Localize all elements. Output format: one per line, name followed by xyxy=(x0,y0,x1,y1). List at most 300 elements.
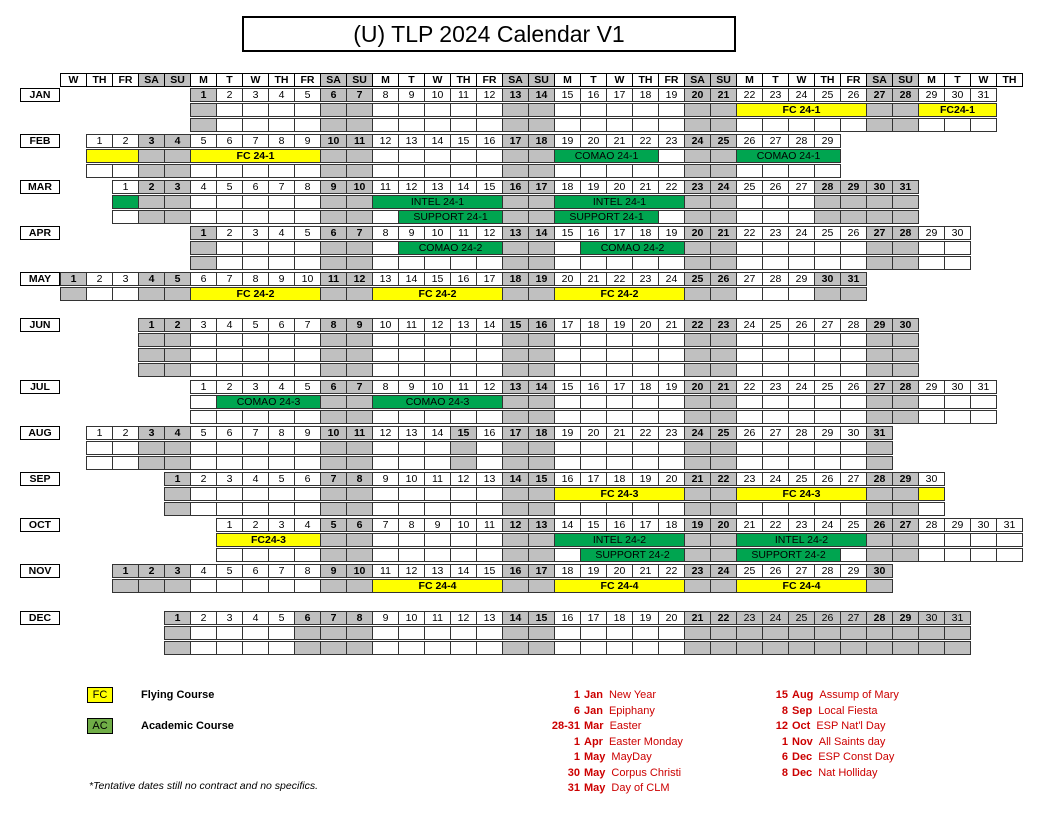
blank-cell xyxy=(450,410,477,424)
blank-cell xyxy=(658,210,685,224)
day-cell: 1 xyxy=(60,272,87,286)
blank-cell xyxy=(320,579,347,593)
blank-cell xyxy=(710,441,737,455)
day-cell: 26 xyxy=(866,518,893,532)
blank-cell xyxy=(658,348,685,362)
day-cell: 9 xyxy=(268,272,295,286)
holiday-month: Jan xyxy=(584,704,603,717)
blank-cell xyxy=(398,533,425,547)
blank-cell xyxy=(840,256,867,270)
day-cell: 26 xyxy=(762,564,789,578)
blank-cell xyxy=(528,626,555,640)
day-cell: 12 xyxy=(398,564,425,578)
blank-cell xyxy=(580,103,607,117)
blank-cell xyxy=(632,348,659,362)
day-cell: 23 xyxy=(684,564,711,578)
day-cell: 17 xyxy=(528,564,555,578)
flying-course-bar: FC24-3 xyxy=(216,533,321,547)
blank-cell xyxy=(398,641,425,655)
blank-cell xyxy=(190,502,217,516)
day-cell: 21 xyxy=(710,88,737,102)
flying-course-bar: FC 24-4 xyxy=(736,579,867,593)
blank-cell xyxy=(164,149,191,163)
day-cell: 7 xyxy=(372,518,399,532)
day-cell: 16 xyxy=(580,88,607,102)
blank-cell xyxy=(242,487,269,501)
flying-course-bar: FC 24-2 xyxy=(190,287,321,301)
blank-cell xyxy=(762,441,789,455)
day-cell: 24 xyxy=(710,564,737,578)
blank-cell xyxy=(424,363,451,377)
day-cell: 19 xyxy=(606,318,633,332)
blank-cell xyxy=(502,348,529,362)
blank-cell xyxy=(866,363,893,377)
day-cell: 25 xyxy=(788,472,815,486)
blank-cell xyxy=(320,256,347,270)
day-cell: 8 xyxy=(294,564,321,578)
blank-cell xyxy=(242,256,269,270)
blank-cell xyxy=(138,149,165,163)
holiday-day: 12 xyxy=(775,720,788,732)
day-cell: 1 xyxy=(190,226,217,240)
day-cell: 8 xyxy=(346,472,373,486)
blank-cell xyxy=(788,333,815,347)
blank-cell xyxy=(710,363,737,377)
blank-cell xyxy=(190,363,217,377)
blank-cell xyxy=(164,333,191,347)
weekday-header: FR xyxy=(294,73,321,87)
day-cell: 28 xyxy=(866,472,893,486)
academic-course-bar: INTEL 24-2 xyxy=(554,533,685,547)
blank-cell xyxy=(294,487,321,501)
blank-cell xyxy=(788,456,815,470)
blank-cell xyxy=(164,579,191,593)
day-cell: 4 xyxy=(268,226,295,240)
day-cell: 17 xyxy=(528,180,555,194)
day-cell: 6 xyxy=(268,318,295,332)
day-cell: 5 xyxy=(190,134,217,148)
holiday-name: Epiphany xyxy=(608,704,655,717)
day-cell: 2 xyxy=(164,318,191,332)
day-cell: 2 xyxy=(216,88,243,102)
day-cell: 25 xyxy=(840,518,867,532)
blank-cell xyxy=(320,118,347,132)
blank-cell xyxy=(580,333,607,347)
day-cell: 27 xyxy=(762,426,789,440)
blank-cell xyxy=(190,210,217,224)
holiday-month: Jan xyxy=(584,689,603,701)
blank-cell xyxy=(528,333,555,347)
blank-cell xyxy=(684,395,711,409)
academic-course-bar: INTEL 24-2 xyxy=(736,533,867,547)
blank-cell xyxy=(736,626,763,640)
blank-cell xyxy=(580,164,607,178)
blank-cell xyxy=(398,548,425,562)
day-cell: 12 xyxy=(346,272,373,286)
day-cell: 6 xyxy=(320,88,347,102)
blank-cell xyxy=(372,210,399,224)
blank-cell xyxy=(580,363,607,377)
day-cell: 30 xyxy=(970,518,997,532)
blank-cell xyxy=(346,626,373,640)
day-cell: 9 xyxy=(398,380,425,394)
day-cell: 24 xyxy=(788,226,815,240)
blank-cell xyxy=(736,456,763,470)
day-cell: 3 xyxy=(190,318,217,332)
day-cell: 29 xyxy=(788,272,815,286)
blank-cell xyxy=(788,410,815,424)
day-cell: 12 xyxy=(450,611,477,625)
blank-cell xyxy=(866,195,893,209)
weekday-header: W xyxy=(60,73,87,87)
day-cell: 26 xyxy=(814,611,841,625)
blank-cell xyxy=(684,195,711,209)
blank-cell xyxy=(840,195,867,209)
blank-cell xyxy=(736,241,763,255)
blank-cell xyxy=(372,502,399,516)
blank-cell xyxy=(398,502,425,516)
blank-cell xyxy=(476,348,503,362)
blank-cell xyxy=(606,164,633,178)
blank-cell xyxy=(684,103,711,117)
holiday-month: Dec xyxy=(792,751,813,763)
blank-cell xyxy=(86,287,113,301)
blank-cell xyxy=(528,487,555,501)
blank-cell xyxy=(554,363,581,377)
day-cell: 14 xyxy=(424,426,451,440)
day-cell: 4 xyxy=(164,426,191,440)
day-cell: 26 xyxy=(736,426,763,440)
blank-cell xyxy=(346,441,373,455)
academic-course-bar: SUPPORT 24-2 xyxy=(580,548,685,562)
blank-cell xyxy=(190,103,217,117)
blank-cell xyxy=(866,256,893,270)
day-cell: 2 xyxy=(138,564,165,578)
day-cell: 28 xyxy=(814,564,841,578)
holiday-day: 6 xyxy=(781,751,788,763)
blank-cell xyxy=(580,456,607,470)
blank-cell xyxy=(814,441,841,455)
holiday-day: 28-31 xyxy=(551,720,580,732)
blank-cell xyxy=(736,348,763,362)
day-cell: 4 xyxy=(164,134,191,148)
academic-course-bar: COMAO 24-3 xyxy=(372,395,503,409)
day-cell: 31 xyxy=(970,88,997,102)
day-cell: 17 xyxy=(502,426,529,440)
blank-cell xyxy=(424,456,451,470)
blank-cell xyxy=(736,641,763,655)
day-cell: 30 xyxy=(892,318,919,332)
month-label: SEP xyxy=(20,472,60,486)
blank-cell xyxy=(606,410,633,424)
day-cell: 5 xyxy=(164,272,191,286)
holiday-entry xyxy=(760,704,878,719)
day-cell: 24 xyxy=(788,88,815,102)
day-cell: 27 xyxy=(840,611,867,625)
day-cell: 23 xyxy=(632,272,659,286)
day-cell: 3 xyxy=(138,426,165,440)
legend-ac-swatch: AC xyxy=(87,718,113,734)
day-cell: 23 xyxy=(710,318,737,332)
blank-cell xyxy=(892,348,919,362)
blank-cell xyxy=(762,363,789,377)
blank-cell xyxy=(294,210,321,224)
blank-cell xyxy=(372,241,399,255)
day-cell: 3 xyxy=(164,564,191,578)
holiday-month: Mar xyxy=(584,720,604,732)
blank-cell xyxy=(736,363,763,377)
day-cell: 20 xyxy=(580,426,607,440)
day-cell: 1 xyxy=(86,426,113,440)
blank-cell xyxy=(580,502,607,516)
blank-cell xyxy=(918,256,945,270)
day-cell: 30 xyxy=(840,426,867,440)
blank-cell xyxy=(710,118,737,132)
blank-cell xyxy=(294,626,321,640)
holiday-day: 1 xyxy=(573,689,580,701)
holiday-entry xyxy=(540,781,669,796)
blank-cell xyxy=(866,118,893,132)
blank-cell xyxy=(892,256,919,270)
holiday-entry xyxy=(540,688,656,703)
blank-cell xyxy=(658,363,685,377)
day-cell: 31 xyxy=(866,426,893,440)
day-cell: 27 xyxy=(892,518,919,532)
day-cell: 20 xyxy=(684,226,711,240)
blank-cell xyxy=(944,256,971,270)
weekday-header: T xyxy=(944,73,971,87)
blank-cell xyxy=(424,641,451,655)
blank-cell xyxy=(892,502,919,516)
blank-cell xyxy=(736,195,763,209)
day-cell: 11 xyxy=(372,180,399,194)
day-cell: 21 xyxy=(710,380,737,394)
blank-cell xyxy=(502,502,529,516)
day-cell: 4 xyxy=(242,472,269,486)
weekday-header: W xyxy=(788,73,815,87)
day-cell: 13 xyxy=(424,180,451,194)
month-label: DEC xyxy=(20,611,60,625)
blank-cell xyxy=(138,456,165,470)
blank-cell xyxy=(268,333,295,347)
day-cell: 22 xyxy=(710,611,737,625)
day-cell: 4 xyxy=(138,272,165,286)
blank-cell xyxy=(762,456,789,470)
blank-cell xyxy=(632,103,659,117)
weekday-header: SA xyxy=(866,73,893,87)
day-cell: 26 xyxy=(840,88,867,102)
blank-cell xyxy=(424,348,451,362)
day-cell: 17 xyxy=(580,611,607,625)
day-cell: 4 xyxy=(268,88,295,102)
blank-cell xyxy=(892,533,919,547)
blank-cell xyxy=(450,256,477,270)
blank-cell xyxy=(710,487,737,501)
blank-cell xyxy=(346,164,373,178)
academic-course-bar: COMAO 24-1 xyxy=(554,149,659,163)
blank-cell xyxy=(112,456,139,470)
day-cell: 20 xyxy=(606,564,633,578)
blank-cell xyxy=(554,441,581,455)
blank-cell xyxy=(190,256,217,270)
blank-cell xyxy=(840,118,867,132)
blank-cell xyxy=(918,641,945,655)
blank-cell xyxy=(606,395,633,409)
blank-cell xyxy=(450,548,477,562)
blank-cell xyxy=(710,348,737,362)
holiday-month: May xyxy=(584,782,606,794)
blank-cell xyxy=(346,456,373,470)
flying-course-bar xyxy=(86,149,139,163)
day-cell: 23 xyxy=(658,426,685,440)
blank-cell xyxy=(554,395,581,409)
day-cell: 16 xyxy=(528,318,555,332)
day-cell: 31 xyxy=(970,380,997,394)
blank-cell xyxy=(320,502,347,516)
blank-cell xyxy=(606,333,633,347)
blank-cell xyxy=(346,149,373,163)
blank-cell xyxy=(320,363,347,377)
blank-cell xyxy=(164,210,191,224)
day-cell: 4 xyxy=(190,180,217,194)
weekday-header: SA xyxy=(684,73,711,87)
day-cell: 3 xyxy=(164,180,191,194)
day-cell: 2 xyxy=(112,426,139,440)
blank-cell xyxy=(528,641,555,655)
blank-cell xyxy=(866,641,893,655)
blank-cell xyxy=(320,548,347,562)
day-cell: 10 xyxy=(294,272,321,286)
holiday-day: 30 xyxy=(567,766,580,779)
blank-cell xyxy=(242,456,269,470)
blank-cell xyxy=(996,548,1023,562)
day-cell: 12 xyxy=(502,518,529,532)
blank-cell xyxy=(190,118,217,132)
blank-cell xyxy=(450,441,477,455)
blank-cell xyxy=(814,333,841,347)
weekday-header: W xyxy=(606,73,633,87)
blank-cell xyxy=(788,441,815,455)
blank-cell xyxy=(710,164,737,178)
blank-cell xyxy=(216,441,243,455)
month-label: FEB xyxy=(20,134,60,148)
academic-course-bar: COMAO 24-1 xyxy=(736,149,841,163)
day-cell: 10 xyxy=(346,564,373,578)
blank-cell xyxy=(710,333,737,347)
day-cell: 19 xyxy=(658,88,685,102)
blank-cell xyxy=(372,441,399,455)
day-cell: 19 xyxy=(554,426,581,440)
day-cell: 19 xyxy=(632,611,659,625)
blank-cell xyxy=(372,548,399,562)
blank-cell xyxy=(528,363,555,377)
day-cell: 6 xyxy=(242,564,269,578)
blank-cell xyxy=(242,195,269,209)
flying-course-bar: FC 24-4 xyxy=(372,579,503,593)
blank-cell xyxy=(528,287,555,301)
blank-cell xyxy=(86,164,113,178)
blank-cell xyxy=(190,456,217,470)
blank-cell xyxy=(346,395,373,409)
holiday-entry xyxy=(540,704,655,719)
blank-cell xyxy=(606,103,633,117)
day-cell: 8 xyxy=(346,611,373,625)
blank-cell xyxy=(580,395,607,409)
blank-cell xyxy=(944,641,971,655)
blank-cell xyxy=(164,626,191,640)
blank-cell xyxy=(632,441,659,455)
day-cell: 3 xyxy=(268,518,295,532)
blank-cell xyxy=(892,118,919,132)
blank-cell xyxy=(684,441,711,455)
blank-cell xyxy=(944,533,971,547)
blank-cell xyxy=(788,210,815,224)
blank-cell xyxy=(216,103,243,117)
day-cell: 23 xyxy=(736,611,763,625)
blank-cell xyxy=(918,626,945,640)
day-cell: 12 xyxy=(372,426,399,440)
blank-cell xyxy=(684,579,711,593)
blank-cell xyxy=(814,241,841,255)
holiday-day: 6 xyxy=(573,704,580,717)
day-cell: 8 xyxy=(398,518,425,532)
blank-cell xyxy=(892,410,919,424)
blank-cell xyxy=(814,641,841,655)
day-cell: 7 xyxy=(242,134,269,148)
blank-cell xyxy=(216,333,243,347)
blank-cell xyxy=(242,363,269,377)
blank-cell xyxy=(476,548,503,562)
blank-cell xyxy=(502,548,529,562)
blank-cell xyxy=(138,441,165,455)
day-cell: 21 xyxy=(684,611,711,625)
day-cell: 2 xyxy=(242,518,269,532)
blank-cell xyxy=(320,348,347,362)
blank-cell xyxy=(554,256,581,270)
day-cell: 25 xyxy=(814,226,841,240)
blank-cell xyxy=(294,502,321,516)
blank-cell xyxy=(840,363,867,377)
blank-cell xyxy=(736,256,763,270)
blank-cell xyxy=(840,441,867,455)
blank-cell xyxy=(502,103,529,117)
day-cell: 22 xyxy=(736,226,763,240)
day-cell: 2 xyxy=(138,180,165,194)
blank-cell xyxy=(242,210,269,224)
day-cell: 24 xyxy=(658,272,685,286)
blank-cell xyxy=(164,456,191,470)
holiday-day: 8 xyxy=(781,766,788,779)
holiday-day: 1 xyxy=(781,735,788,748)
blank-cell xyxy=(424,626,451,640)
day-cell: 15 xyxy=(528,611,555,625)
blank-cell xyxy=(788,118,815,132)
blank-cell xyxy=(658,441,685,455)
legend-fc-label: Flying Course xyxy=(141,689,215,701)
day-cell: 24 xyxy=(762,472,789,486)
holiday-name: ESP Const Day xyxy=(818,751,895,763)
day-cell: 26 xyxy=(762,180,789,194)
blank-cell xyxy=(840,641,867,655)
blank-cell xyxy=(424,256,451,270)
blank-cell xyxy=(502,410,529,424)
blank-cell xyxy=(216,164,243,178)
day-cell: 28 xyxy=(866,611,893,625)
blank-cell xyxy=(632,164,659,178)
day-cell: 1 xyxy=(164,611,191,625)
blank-cell xyxy=(840,456,867,470)
blank-cell xyxy=(762,410,789,424)
